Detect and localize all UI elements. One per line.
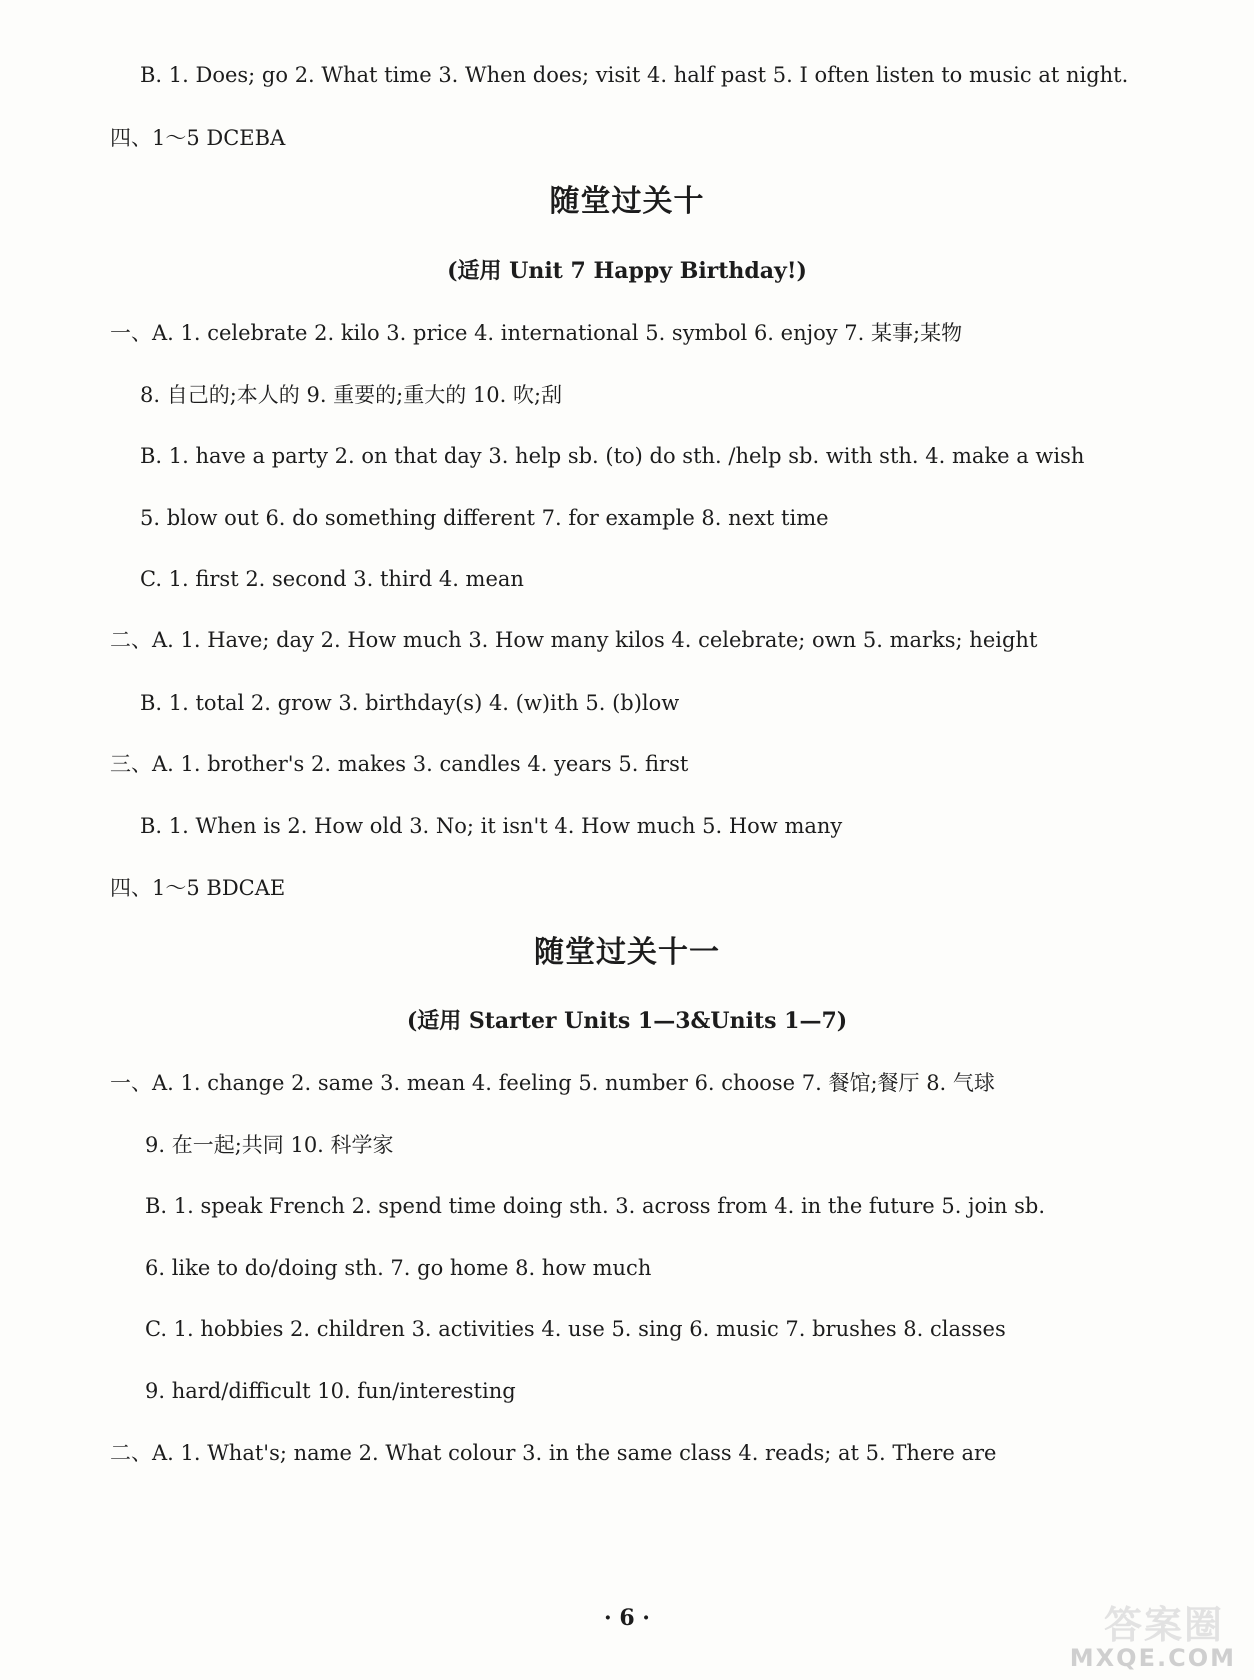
answer-line: 9. hard/difficult 10. fun/interesting xyxy=(145,1379,516,1403)
answer-line: 四、1～5 BDCAE xyxy=(110,876,286,900)
answer-line: 9. 在一起;共同 10. 科学家 xyxy=(145,1133,394,1157)
answer-line: 二、A. 1. What's; name 2. What colour 3. in the same class 4. reads; at 5. There are xyxy=(110,1441,997,1465)
watermark xyxy=(1024,1594,1244,1674)
watermark-bottom: MXQE.COM xyxy=(1069,1644,1236,1672)
page-number: · 6 · xyxy=(604,1605,650,1631)
answer-line: B. 1. Does; go 2. What time 3. When does; visit 4. half past 5. I often listen to music at night. xyxy=(140,63,1129,87)
answer-line: B. 1. speak French 2. spend time doing sth. 3. across from 4. in the future 5. join sb. xyxy=(145,1194,1046,1218)
section-title: 随堂过关十 xyxy=(549,184,705,219)
answer-line: 四、1～5 DCEBA xyxy=(110,126,286,150)
section-subtitle: (适用 Starter Units 1—3&Units 1—7) xyxy=(406,1008,848,1034)
answer-line: C. 1. first 2. second 3. third 4. mean xyxy=(140,567,524,591)
section-title: 随堂过关十一 xyxy=(534,935,720,970)
answer-line: 8. 自己的;本人的 9. 重要的;重大的 10. 吹;刮 xyxy=(140,383,563,407)
section-subtitle: (适用 Unit 7 Happy Birthday!) xyxy=(447,258,807,284)
answer-line: B. 1. have a party 2. on that day 3. help sb. (to) do sth. /help sb. with sth. 4. make a wish xyxy=(140,444,1085,468)
answer-line: 二、A. 1. Have; day 2. How much 3. How many kilos 4. celebrate; own 5. marks; height xyxy=(110,628,1038,652)
answer-line: B. 1. total 2. grow 3. birthday(s) 4. (w)ith 5. (b)low xyxy=(140,691,680,715)
watermark-top: 答案圈 xyxy=(1103,1603,1224,1647)
answer-line: 三、A. 1. brother's 2. makes 3. candles 4. years 5. first xyxy=(110,752,689,776)
answer-line: 一、A. 1. celebrate 2. kilo 3. price 4. international 5. symbol 6. enjoy 7. 某事;某物 xyxy=(110,321,963,345)
answer-line: 一、A. 1. change 2. same 3. mean 4. feeling 5. number 6. choose 7. 餐馆;餐厅 8. 气球 xyxy=(110,1071,995,1095)
answer-line: C. 1. hobbies 2. children 3. activities 4. use 5. sing 6. music 7. brushes 8. classes xyxy=(145,1317,1006,1341)
answer-line: 5. blow out 6. do something different 7. for example 8. next time xyxy=(140,506,829,530)
answer-line: 6. like to do/doing sth. 7. go home 8. how much xyxy=(145,1256,652,1280)
answer-line: B. 1. When is 2. How old 3. No; it isn't 4. How much 5. How many xyxy=(140,814,843,838)
